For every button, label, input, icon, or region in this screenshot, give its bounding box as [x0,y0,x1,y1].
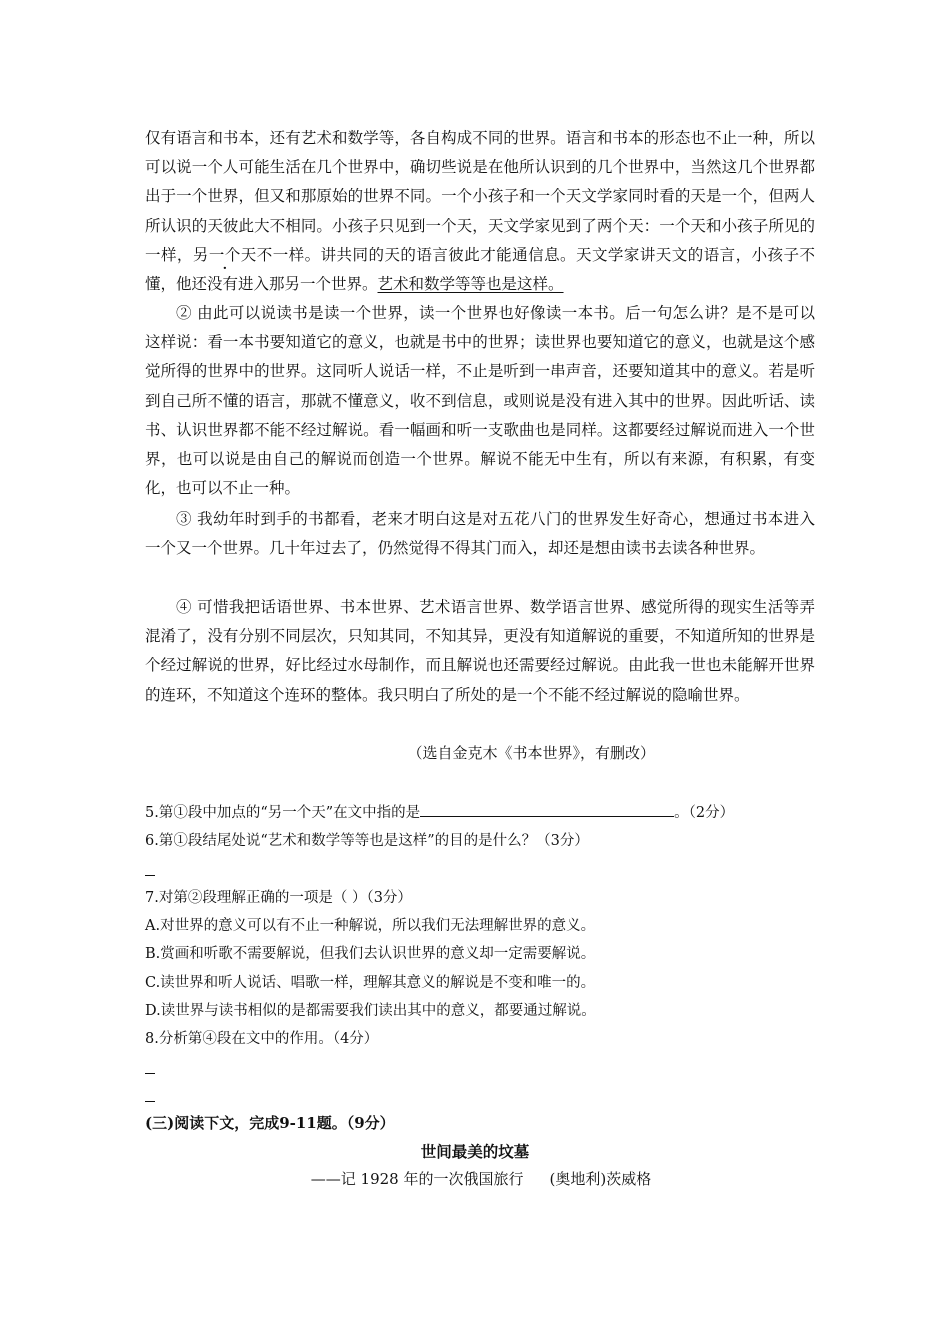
option-a[interactable]: A.对世界的意义可以有不止一种解说，所以我们无法理解世界的意义。 [145,918,596,934]
option-b[interactable]: B.赏画和听歌不需要解说，但我们去认识世界的意义却一定需要解说。 [145,946,596,962]
question-7: 7.对第②段理解正确的一项是（ ）（3分） [145,890,412,906]
subtitle-text: ——记 1928 年的一次俄国旅行 [310,1170,524,1188]
option-c[interactable]: C.读世界和听人说话、唱歌一样，理解其意义的解说是不变和唯一的。 [145,975,596,991]
paragraph-3: ③ 我幼年时到手的书都看，老来才明白这是对五花八门的世界发生好奇心，想通过书本进入一个又一个世界。几十年过去了，仍然觉得不得其门而入，却还是想由读书去读各种世界。 [145,510,815,558]
question-5 [145,802,825,823]
answer-line-8a[interactable] [145,1073,155,1074]
question-6: 6.第①段结尾处说“艺术和数学等等也是这样”的目的是什么？（3分） [145,833,589,849]
section-heading: (三)阅读下文，完成9-11题。（9分） [145,1114,395,1132]
question-5-text: 5.第①段中加点的“另一个天”在文中指的是 [145,805,421,821]
option-d[interactable]: D.读世界与读书相似的是都需要我们读出其中的意义，都要通过解说。 [145,1003,596,1019]
answer-blank-5[interactable] [420,802,674,817]
paragraph-2: ② 由此可以说读书是读一个世界，读一个世界也好像读一本书。后一句怎么讲？是不是可以这样说：看一本书要知道它的意义，也就是书中的世界；读世界也要知道它的意义，也就是这个感觉所得的世界中的世界。这同听人说话一样，不止是听到一串声音，还要知道其中的意义。若是听到自己所不懂的语言，那就不懂意义，收不到信息，或则说是没有进入其中的世界。因此听话、读书、认识世界都不能不经过解说。看一幅画和听一支歌曲也是同样。这都要经过解说而进入一个世界，也可以说是由自己的解说而创造一个世界。解说不能无中生有，所以有来源，有积累，有变化，也可以不止一种。 [145,304,815,498]
paragraph-1-text-b: 不一样。讲共同的天的语言彼此才能通信息。天文学家讲天文的语言，小孩子不懂，他还没有进入那另一个世界。 [145,245,815,294]
article-subtitle [0,1168,950,1189]
question-8: 8.分析第④段在文中的作用。（4分） [145,1031,379,1047]
article-title: 世间最美的坟墓 [420,1142,530,1161]
dotted-phrase [193,246,257,264]
paragraph-1-text-a: 仅有语言和书本，还有艺术和数学等，各自构成不同的世界。语言和书本的形态也不止一种，所以可以说一个人可能生活在几个世界中，确切些说是在他所认识到的几个世界中，当然这几个世界都出于一个世界，但又和那原始的世界不同。一个小孩子和一个天文学家同时看的天是一个，但两人所认识的天彼此大不相同。小孩子只见到一个天，天文学家见到了两个天：一个天和小孩子所见的一样， [145,129,815,264]
answer-line-6[interactable] [145,875,155,876]
source-citation: （选自金克木《书本世界》，有删改） [407,744,655,762]
answer-line-8b[interactable] [145,1101,155,1102]
dotted-text: 另一个天 [192,245,257,264]
paragraph-4: ④ 可惜我把话语世界、书本世界、艺术语言世界、数学语言世界、感觉所得的现实生活等弄混淆了，没有分别不同层次，只知其同，不知其异，更没有知道解说的重要，不知道所知的世界是个经过解说的世界，好比经过水母制作，而且解说也还需要经过解说。由此我一世也未能解开世界的连环，不知道这个连环的整体。我只明白了所处的是一个不能不经过解说的隐喻世界。 [145,598,815,704]
author-name: (奥地利)茨威格 [549,1170,652,1188]
question-5-score: 。（2分） [674,805,735,821]
paragraph-1 [145,124,815,299]
underlined-sentence: 艺术和数学等等也是这样。 [377,275,564,294]
